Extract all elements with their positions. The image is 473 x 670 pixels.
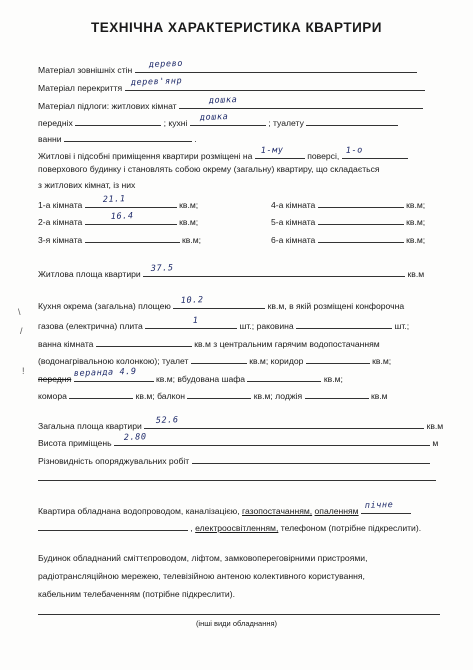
room-5-unit: кв.м; [406,217,426,227]
balcony-label: кв.м; балкон [135,391,185,401]
building-line-2: радіотрансляційною мережею, телевізійною антеною колективного користування, [38,571,365,581]
sink-field [296,318,392,329]
bath-field [64,131,192,142]
bath-end: . [194,134,197,144]
room-5-field [318,214,404,225]
total-area-unit: кв.м [426,421,444,431]
utilities-line-2 [38,520,421,534]
outer-walls-label: Матеріал зовнішніх стін [38,65,133,75]
margin-mark-2: / [20,326,23,336]
room-2-unit: кв.м; [179,217,199,227]
utilities-extra-field [38,520,188,531]
balcony-field [187,388,251,399]
heating-field [361,500,411,514]
room-3-unit: кв.м; [182,235,202,245]
hall-field [75,115,161,126]
finish-row-2 [38,470,436,484]
room-1-label: 1-а кімната [38,200,83,210]
floor-living-value: дошка [208,95,238,107]
room-2-label: 2-а кімната [38,217,83,227]
kitchen-line-4 [38,353,391,367]
toilet-field [306,115,398,126]
kitchen-area-field [173,295,265,309]
corridor-unit: кв.м; [372,356,392,366]
margin-mark-3: ! [22,366,25,376]
kitchen-line4-b: кв.м; коридор [249,356,304,366]
room-5-label: 5-а кімната [271,217,316,227]
height-unit: м [432,438,439,448]
total-area-value: 52.6 [155,415,180,427]
toilet-area-field [191,353,247,364]
room-3-field [85,232,180,243]
hall-struck-label: передня [38,374,72,384]
living-line-3: з житлових кімнат, із них [38,180,136,190]
room-1-row [38,194,199,211]
kitchen-line5-b: кв.м; вбудована шафа [156,374,246,384]
total-area-label: Загальна площа квартири [38,421,142,431]
room-2-row [38,211,199,228]
building-line-1: Будинок обладнаний сміттєпроводом, ліфтом, замковопереговірними пристроями, [38,553,368,563]
bath-label: ванни [38,134,62,144]
hall-label: передніх [38,118,73,128]
outer-walls-field [135,58,417,73]
kitchen-line3-b: кв.м з центральним гарячим водопостачанням [194,339,380,349]
building-line-3: кабельним телебаченням (потрібне підкреслити). [38,589,235,599]
room-1-field [85,194,177,208]
loggia-field [305,388,369,399]
ceilings-value: дерев'янр [130,76,182,89]
utilities-comma: , [190,523,193,533]
living-line1-mid: поверсі, [307,151,340,161]
floor-living-field [179,95,423,109]
height-field [114,432,430,446]
wardrobe-field [247,371,321,382]
heating-underlined: опаленням [314,506,359,516]
stove-count: 1 [192,315,199,327]
kitchen-line2-b: шт.; раковина [239,321,294,331]
kitchen-line1-b: кв.м, в якій розміщені конфорочна [267,301,405,311]
loggia-label: кв.м; лоджія [253,391,303,401]
other-equipment-field [38,604,440,615]
room-6-row [271,232,425,246]
kitchen-floor-field [190,112,266,126]
room-6-label: 6-а кімната [271,235,316,245]
kitchen-line-6 [38,388,388,402]
floor-label: Матеріал підлоги: житлових кімнат [38,101,177,111]
living-line1-prefix: Житлові і підсобні приміщення квартири розміщені на [38,151,253,161]
room-4-label: 4-а кімната [271,200,316,210]
height-row [38,432,439,449]
room-5-row [271,214,425,228]
living-area-label: Житлова площа квартири [38,269,141,279]
finish-label: Різновидність опоряджувальних робіт [38,456,190,466]
utilities-line1-a: Квартира обладнана водопроводом, каналізацією, [38,506,240,516]
living-line-2: поверхового будинку і становлять собою окрему (загальну) квартиру, що складається [38,164,380,174]
finish-field [192,453,430,464]
living-area-row [38,263,425,280]
margin-mark-1: \ [18,307,21,317]
ceilings-field [125,76,425,91]
kitchen-line2-a: газова (електрична) плита [38,321,143,331]
floor-number-value: 1-му [260,145,284,157]
sink-unit: шт.; [394,321,410,331]
room-1-unit: кв.м; [179,200,199,210]
floor-number-field [255,145,305,159]
kitchen-line-3 [38,336,380,350]
living-area-unit: кв.м [407,269,425,279]
wardrobe-unit: кв.м; [323,374,343,384]
page-title: ТЕХНІЧНА ХАРАКТЕРИСТИКА КВАРТИРИ [91,20,382,35]
storage-label: комора [38,391,67,401]
living-area-field [143,263,405,277]
heating-value: пічне [364,500,394,512]
room-6-unit: кв.м; [406,235,426,245]
kitchen-line4-a: (водонагрівальною колонкою); туалет [38,356,189,366]
storage-field [69,388,133,399]
kitchen-line-2 [38,315,410,332]
bath-row [38,131,197,145]
utilities-line-1 [38,500,411,517]
veranda-field [73,366,154,382]
room-6-field [318,232,404,243]
room-4-unit: кв.м; [406,200,426,210]
veranda-value: веранда 4.9 [73,366,137,380]
room-3-label: 3-я кімната [38,235,83,245]
kitchen-floor-label: ; кухні [163,118,188,128]
room-2-field [85,211,177,225]
corridor-field [306,353,370,364]
room-2-value: 16.4 [110,211,134,223]
finish-row [38,453,430,467]
finish-field-2 [38,470,436,481]
room-4-row [271,197,425,211]
floors-total-field [342,145,408,159]
total-area-row [38,415,444,432]
living-area-value: 37.5 [150,263,174,275]
utilities-line2-c: телефоном (потрібне підкреслити). [280,523,422,533]
kitchen-area-value: 10.2 [180,295,205,307]
toilet-label: ; туалету [268,118,304,128]
kitchen-line-5 [38,366,343,385]
bathroom-label: ванна кімната [38,339,94,349]
kitchen-floor-value: дошка [199,112,229,124]
gas-underlined: газопостачанням, [242,506,313,516]
floor-row [38,95,423,112]
outer-walls-value: дерево [148,58,183,71]
room-4-field [318,197,404,208]
room-1-value: 21.1 [102,194,126,206]
floors-total-value: 1-о [345,145,363,157]
height-label: Висота приміщень [38,438,112,448]
kitchen-line1-a: Кухня окрема (загальна) площею [38,301,171,311]
living-line-1 [38,145,408,162]
electricity-underlined: електроосвітленням, [195,523,279,533]
other-equipment-note: (інші види обладнання) [195,619,278,628]
floor-row-2 [38,112,398,129]
kitchen-line-1 [38,295,405,312]
loggia-unit: кв.м [370,391,388,401]
outer-walls-row [38,58,417,76]
room-3-row [38,232,201,246]
height-value: 2.80 [123,432,147,444]
ceilings-row [38,76,425,94]
stove-field [145,315,237,329]
ceilings-label: Матеріал перекриття [38,83,123,93]
bathroom-field [96,336,192,347]
total-area-field [144,415,424,429]
other-equipment-row [38,604,440,618]
